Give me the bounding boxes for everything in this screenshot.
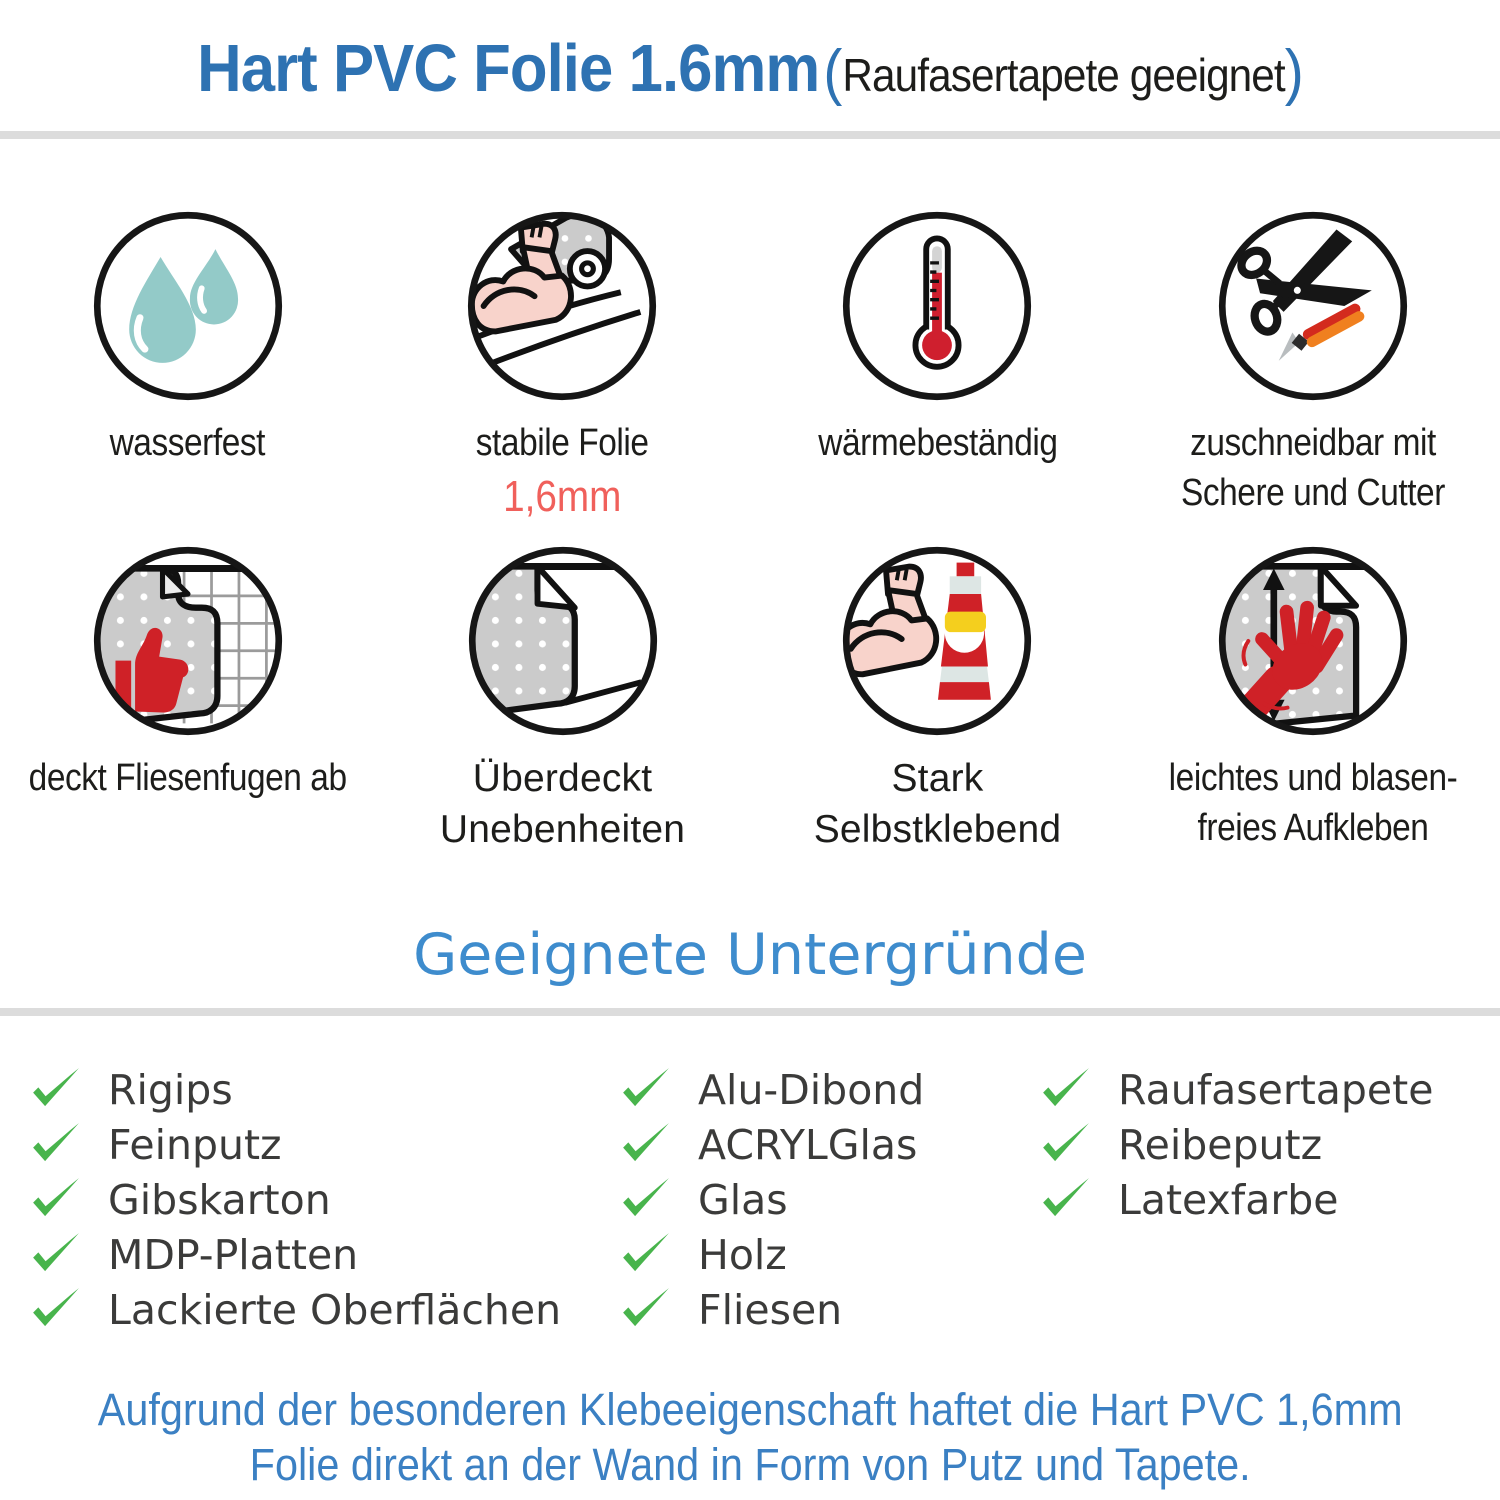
list-item xyxy=(620,1172,1040,1227)
scissors-cutter-icon xyxy=(1215,208,1411,404)
divider xyxy=(0,1008,1500,1016)
checkmark-icon xyxy=(30,1229,82,1281)
checkmark-icon xyxy=(1040,1064,1092,1116)
section-title: Geeignete Untergründe xyxy=(413,922,1087,988)
feature-stabile-folie xyxy=(464,208,660,522)
checkmark-icon xyxy=(620,1064,672,1116)
checkmark-icon xyxy=(30,1064,82,1116)
list-item xyxy=(30,1062,620,1117)
feature-row-1 xyxy=(0,208,1500,522)
feature-wasserfest xyxy=(90,208,286,522)
checkmark-icon xyxy=(1040,1174,1092,1226)
list-item-label: Holz xyxy=(698,1230,787,1279)
water-drops-icon xyxy=(90,208,286,404)
foil-fold-icon xyxy=(465,543,661,739)
thumbs-up-tiles-icon xyxy=(90,543,286,739)
feature-unebenheiten xyxy=(440,543,685,856)
checkmark-icon xyxy=(30,1284,82,1336)
list-item-label: Rigips xyxy=(108,1065,233,1114)
checkmark-icon xyxy=(620,1174,672,1226)
list-item xyxy=(620,1227,1040,1282)
list-item xyxy=(30,1227,620,1282)
checkmark-icon xyxy=(30,1174,82,1226)
feature-waermebestaendig xyxy=(802,208,1074,522)
substrate-checklist xyxy=(30,1062,1433,1337)
feature-label: Überdeckt Unebenheiten xyxy=(439,757,686,852)
footer-line-2: Folie direkt an der Wand in Form von Putz und Tapete. xyxy=(249,1439,1251,1491)
feature-label: stabile Folie xyxy=(476,422,649,464)
list-item-label: Feinputz xyxy=(108,1120,282,1169)
divider xyxy=(0,131,1500,139)
feature-label: zuschneidbar mit Schere und Cutter xyxy=(1180,422,1445,515)
feature-selbstklebend xyxy=(814,543,1062,856)
checklist-column-1 xyxy=(30,1062,620,1337)
checkmark-icon xyxy=(30,1119,82,1171)
list-item xyxy=(1040,1172,1433,1227)
list-item-label: Fliesen xyxy=(698,1285,843,1334)
footer-note xyxy=(0,1382,1500,1493)
list-item-label: Reibeputz xyxy=(1118,1120,1323,1169)
checklist-column-3 xyxy=(1040,1062,1433,1227)
feature-aufkleben xyxy=(1149,543,1477,856)
list-item xyxy=(30,1117,620,1172)
list-item xyxy=(620,1062,1040,1117)
list-item-label: MDP-Platten xyxy=(108,1230,359,1279)
checkmark-icon xyxy=(620,1119,672,1171)
checkmark-icon xyxy=(1040,1119,1092,1171)
strong-arm-foil-icon xyxy=(464,208,660,404)
strong-arm-glue-icon xyxy=(839,543,1035,739)
paren-open: ( xyxy=(822,38,842,107)
checkmark-icon xyxy=(620,1284,672,1336)
checklist-column-2 xyxy=(620,1062,1040,1337)
list-item xyxy=(1040,1117,1433,1172)
list-item-label: Lackierte Oberflächen xyxy=(108,1285,562,1334)
checkmark-icon xyxy=(620,1229,672,1281)
feature-label: leichtes und blasen- freies Aufkleben xyxy=(1168,757,1457,850)
feature-row-2 xyxy=(0,543,1500,856)
list-item xyxy=(620,1282,1040,1337)
list-item xyxy=(620,1117,1040,1172)
feature-label: Stark Selbstklebend xyxy=(813,757,1062,852)
page-subtitle: Raufasertapete geeignet xyxy=(841,49,1285,101)
feature-thickness-note: 1,6mm xyxy=(503,472,622,522)
feature-label: deckt Fliesenfugen ab xyxy=(28,757,347,799)
hand-smoothing-icon xyxy=(1215,543,1411,739)
list-item xyxy=(1040,1062,1433,1117)
list-item-label: Gibskarton xyxy=(108,1175,331,1224)
list-item xyxy=(30,1282,620,1337)
list-item-label: ACRYLGlas xyxy=(698,1120,918,1169)
paren-close: ) xyxy=(1284,38,1304,107)
list-item-label: Raufasertapete xyxy=(1118,1065,1434,1114)
list-item-label: Alu-Dibond xyxy=(698,1065,925,1114)
list-item-label: Glas xyxy=(698,1175,788,1224)
page-title: Hart PVC Folie 1.6mm xyxy=(196,31,819,106)
list-item xyxy=(30,1172,620,1227)
thermometer-icon xyxy=(839,208,1035,404)
page-header xyxy=(0,30,1500,108)
feature-label: wasserfest xyxy=(109,422,266,464)
list-item-label: Latexfarbe xyxy=(1118,1175,1339,1224)
feature-fliesenfugen xyxy=(7,543,368,856)
footer-line-1: Aufgrund der besonderen Klebeeigenschaft haftet die Hart PVC 1,6mm xyxy=(97,1384,1403,1435)
feature-zuschneidbar xyxy=(1163,208,1463,522)
feature-label: wärmebeständig xyxy=(817,422,1058,464)
